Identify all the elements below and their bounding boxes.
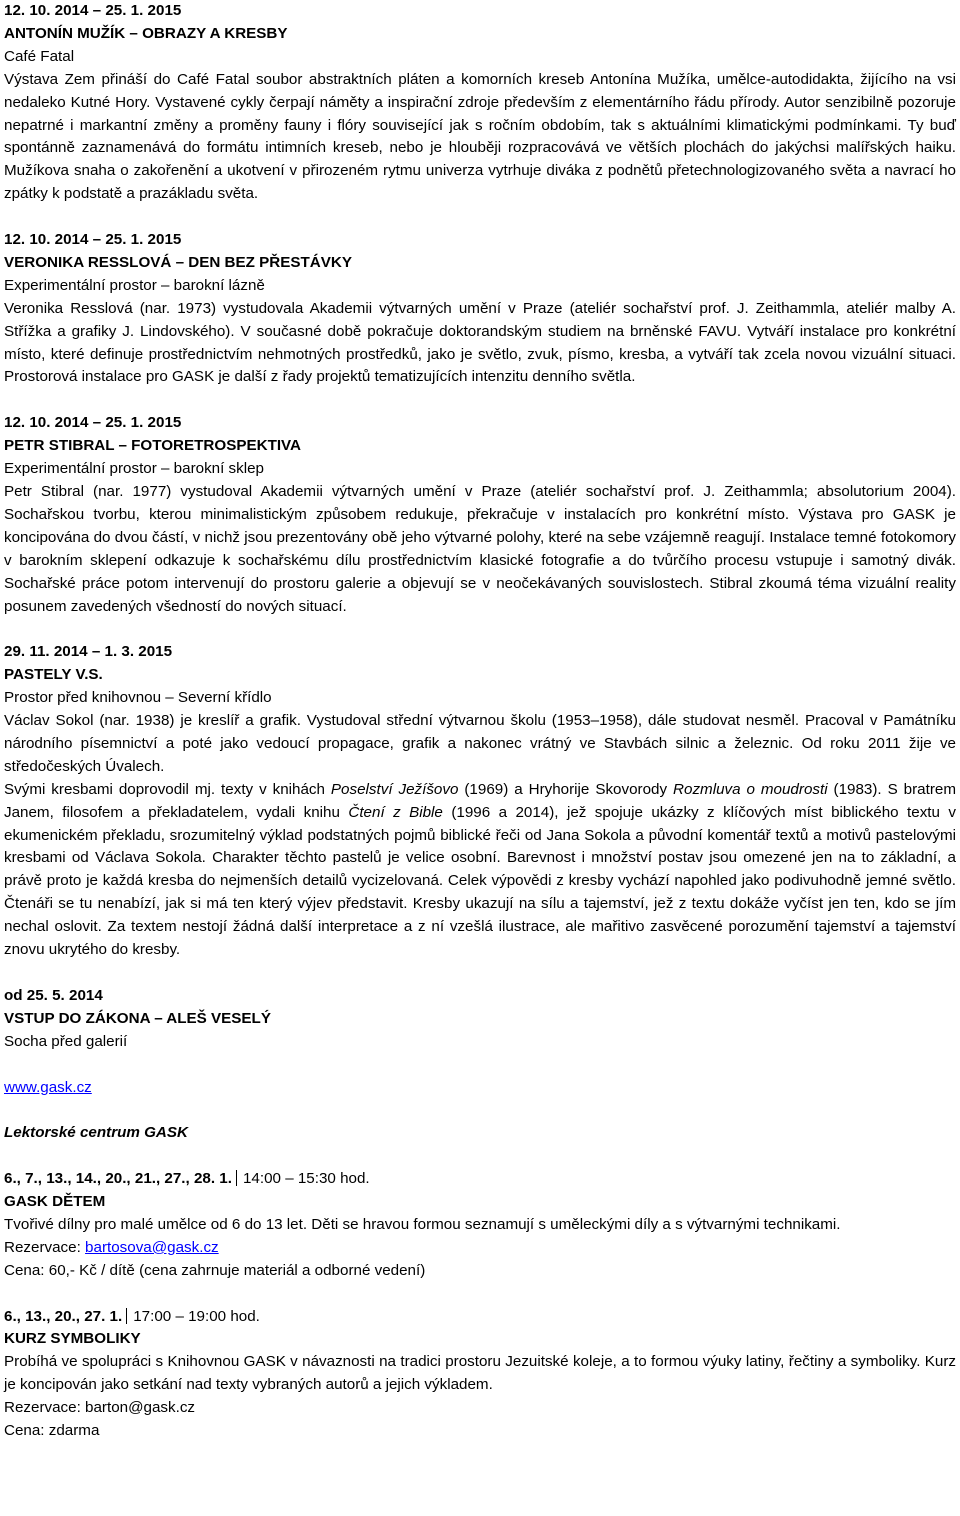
event-venue: Café Fatal — [4, 47, 75, 65]
event-title: PETR STIBRAL – FOTORETROSPEKTIVA — [4, 437, 302, 455]
event-title: VERONIKA RESSLOVÁ – DEN BEZ PŘESTÁVKY — [4, 253, 352, 271]
workshop-dates: 6., 7., 13., 14., 20., 21., 27., 28. 1. — [4, 1170, 232, 1188]
event-dates: 12. 10. 2014 – 25. 1. 2015 — [4, 231, 182, 249]
text-run: (1983). S bratrem Janem, filosofem a překladatelem, vydali knihu — [4, 780, 956, 821]
book-title: Poselství Ježíšovo — [330, 780, 459, 798]
separator — [236, 1170, 237, 1186]
book-title: Čtení z Bible — [348, 803, 443, 821]
workshop-gask-detem — [4, 1168, 956, 1283]
event-venue: Experimentální prostor – barokní lázně — [4, 276, 265, 294]
workshop-time: 14:00 – 15:30 hod. — [242, 1170, 370, 1188]
text-run: (1996 a 2014), jež spojuje ukázky z klíčových míst biblického textu v ekumenickém překladu, srozumitelný výklad podstatných pojmů biblické řeči od Jana Sokola a původní komentář textů a motivů pastelovými kresbami od Václava Sokola. Charakter těchto pastelů je velice osobní. Barevnost i množství postav jsou omezené jen na to základní, a právě proto je každá kresba do nejmenších detailů vycizelovaná. Celek výpovědi z kresby vychází napohled jako podivuhodně jemné světlo. Čtenáři se tu nenabízí, jak si má ten který výjev představit. Kresby ukazují na sílu a tajemství, jež z textu dokáže vyčíst jen ten, kdo se jím nechal oslovit. Za textem nestojí žádná další interpretace a z ní vzešlá ilustrace, ale mařitivo zasvěcené porozumění tajemství a tajemství znovu ukrytého do kresby. — [4, 803, 956, 959]
event-text: Václav Sokol (nar. 1938) je kreslíř a grafik. Vystudoval střední výtvarnou školu (1953–1958), dále studovat nesměl. Pracoval v Památníku národního písemnictví a poté jako vedoucí propagace, grafik a nakonec vrátný ve Stavbách silnic a železnic. Od roku 2011 žije ve středočeských Úvalech. — [4, 712, 956, 775]
event-text: Výstava Zem přináší do Café Fatal soubor abstraktních pláten a komorních kreseb Antonína Mužíka, umělce-autodidakta, žijícího na vsi nedaleko Kutné Hory. Vystavené cykly čerpají náměty a inspirační zdroje především z elementárního řádu přírody. Autor senzibilně pozoruje nepatrné i markantní změny a proměny fauny i flóry související jak s ročním obdobím, tak s aktuálními klimatickými podmínkami. Ty buď spontánně zaznamenává do formátu intimních kreseb, nebo je hlouběji rozpracovává ve větších plochách do jakýchsi malířských haiku. Mužíkova snaha o zakořenění a ukotvení v přirozeném rytmu univerza vytrhuje diváka z podnětů přetechnologizovaného světa a navrací ho zpátky k podstatě a prazákladu světa. — [4, 70, 956, 203]
event-dates: 12. 10. 2014 – 25. 1. 2015 — [4, 2, 182, 19]
workshop-reservation — [4, 1237, 956, 1260]
event-title: ANTONÍN MUŽÍK – OBRAZY A KRESBY — [4, 24, 288, 42]
workshop-dates: 6., 13., 20., 27. 1. — [4, 1307, 123, 1325]
event-text-2 — [4, 779, 956, 962]
event-dates: od 25. 5. 2014 — [4, 986, 103, 1004]
event-dates: 29. 11. 2014 – 1. 3. 2015 — [4, 643, 173, 661]
event-title: PASTELY V.S. — [4, 666, 103, 684]
event-pastely — [4, 641, 956, 962]
workshop-time: 17:00 – 19:00 hod. — [133, 1307, 260, 1325]
book-title: Rozmluva o moudrosti — [673, 780, 828, 798]
workshop-price: Cena: 60,- Kč / dítě (cena zahrnuje materiál a odborné vedení) — [4, 1261, 426, 1279]
lektorske-heading: Lektorské centrum GASK — [4, 1124, 188, 1142]
text-run: (1969) a Hryhorije Skovorody — [458, 780, 674, 798]
reservation-label: Rezervace: — [4, 1238, 86, 1256]
workshop-text: Probíhá ve spolupráci s Knihovnou GASK v návaznosti na tradici prostoru Jezuitské koleje, a to formou výuky latiny, řečtiny a symboliky. Kurz je koncipován jako setkání nad texty vybraných autorů a jejich výkladem. — [4, 1353, 956, 1394]
workshop-price: Cena: zdarma — [4, 1422, 100, 1440]
gask-website-link[interactable]: www.gask.cz — [4, 1078, 92, 1096]
event-text: Veronika Resslová (nar. 1973) vystudovala Akademii výtvarných umění v Praze (ateliér sochařství prof. J. Zeithammla, ateliér malby A. Střížka a grafiky J. Lindovského). V současné době pokračuje doktorandským studiem na brněnské FAVU. Vytváří instalace pro konkrétní místo, které definuje prostřednictvím nehmotných prostředků, jako je světlo, zvuk, písmo, kresba, a vytváří tak zcela novou vizuální situaci. Prostorová instalace pro GASK je další z řady projektů tematizujících intenzitu denního světla. — [4, 299, 956, 386]
event-resslova — [4, 229, 956, 389]
event-dates: 12. 10. 2014 – 25. 1. 2015 — [4, 414, 182, 432]
event-venue: Experimentální prostor – barokní sklep — [4, 460, 265, 478]
separator — [126, 1308, 127, 1324]
text-run: Svými kresbami doprovodil mj. texty v knihách — [4, 780, 331, 798]
event-stibral — [4, 412, 956, 618]
event-venue: Prostor před knihovnou – Severní křídlo — [4, 689, 272, 707]
reservation-email-link[interactable]: bartosova@gask.cz — [85, 1238, 219, 1256]
workshop-title: KURZ SYMBOLIKY — [4, 1330, 141, 1348]
workshop-text: Tvořivé dílny pro malé umělce od 6 do 13 let. Děti se hravou formou seznamují s uměleckými díly a s výtvarnými technikami. — [4, 1215, 841, 1233]
event-vesely — [4, 985, 956, 1054]
event-venue: Socha před galerií — [4, 1032, 128, 1050]
workshop-title: GASK DĚTEM — [4, 1193, 106, 1211]
event-text: Petr Stibral (nar. 1977) vystudoval Akademii výtvarných umění v Praze (ateliér sochařství prof. J. Zeithammla; absolutorium 2004). Sochařskou tvorbu, kterou minimalistickým způsobem redukuje, překračuje v instalacích pro konkrétní místo. Výstava pro GASK je koncipována do dvou částí, v nichž jsou prezentovány obě jeho výtvarné polohy, které na sebe vzájemně reagují. Instalace temné fotokomory v barokním sklepení odkazuje k sochařskému dílu prostřednictvím klasické fotografie a do tvůrčího procesu vstupuje i samotný divák. Sochařské práce potom intervenují do prostoru galerie a objevují se v neočekávaných souvislostech. Stibral zkoumá téma vizuální reality posunem zavedených všedností do nových situací. — [4, 483, 956, 615]
workshop-kurz-symboliky — [4, 1306, 956, 1443]
event-title: VSTUP DO ZÁKONA – ALEŠ VESELÝ — [4, 1009, 271, 1027]
workshop-reservation: Rezervace: barton@gask.cz — [4, 1399, 196, 1417]
event-muzik — [4, 0, 956, 206]
